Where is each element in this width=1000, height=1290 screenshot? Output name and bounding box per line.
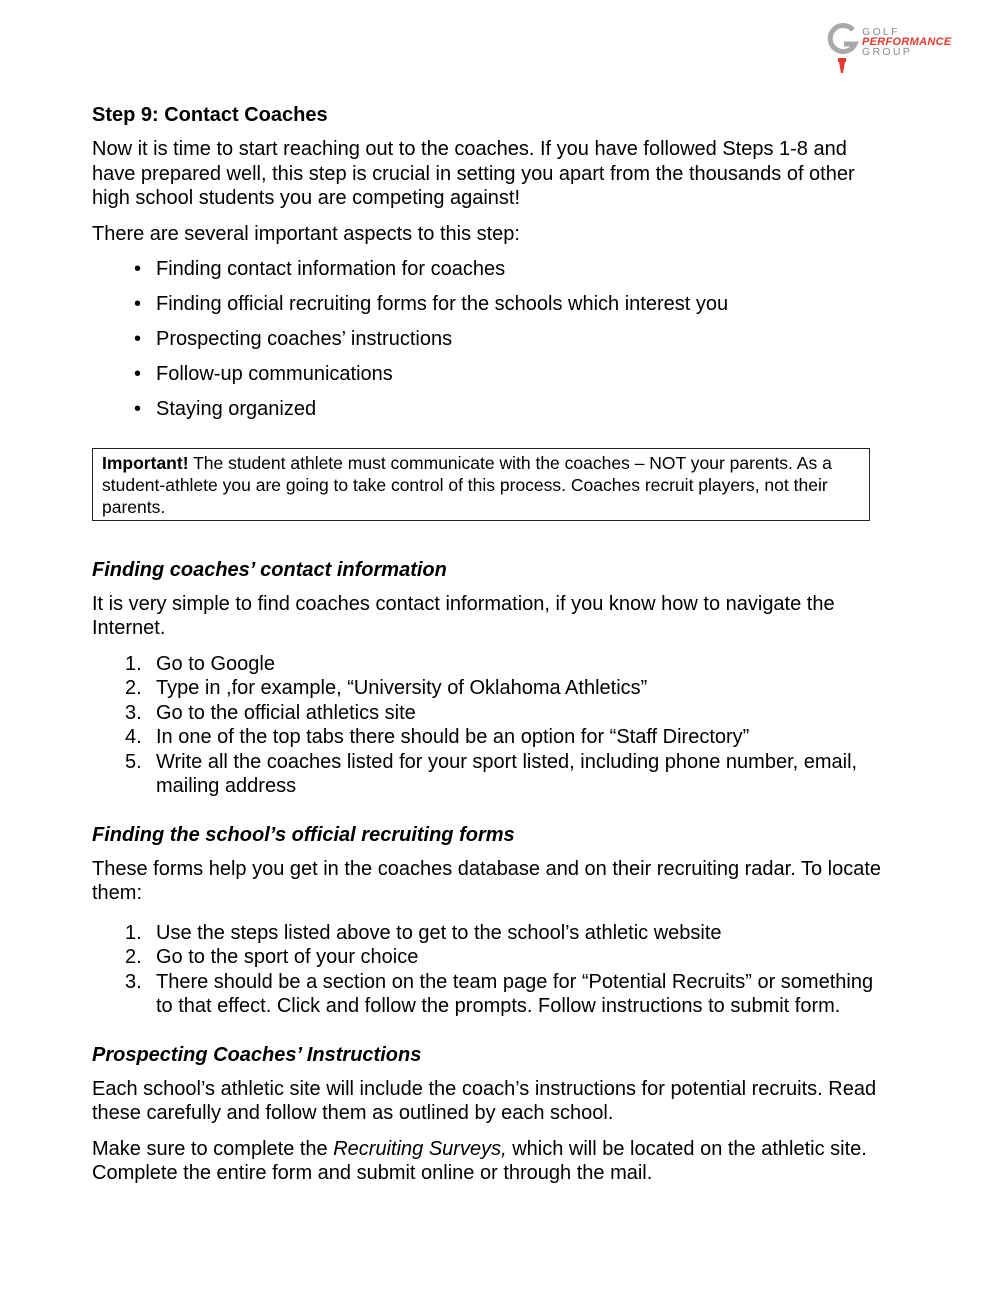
step-title: Step 9: Contact Coaches bbox=[92, 104, 328, 126]
important-callout-box bbox=[92, 448, 870, 521]
document-body bbox=[92, 103, 882, 1197]
step-text: In one of the top tabs there should be an option for “Staff Directory” bbox=[156, 726, 750, 748]
aspects-list bbox=[92, 257, 882, 422]
step-number: 2. bbox=[125, 946, 142, 968]
contact-step-item bbox=[92, 676, 882, 701]
instructions-paragraph: Each school’s athletic site will include the coach’s instructions for potential recruits. Read these carefully and follow them as outlined by each school. bbox=[92, 1077, 877, 1124]
surveys-text-before: Make sure to complete the bbox=[92, 1137, 334, 1160]
logo-word-golf: GOLF bbox=[862, 26, 900, 38]
step-number: 3. bbox=[125, 701, 142, 724]
section-heading-recruiting-forms: Finding the school’s official recruiting forms bbox=[92, 823, 515, 846]
logo-word-performance: PERFORMANCE bbox=[862, 36, 952, 48]
step-text: Type in ,for example, “University of Oklahoma Athletics” bbox=[156, 677, 648, 699]
step-text: Go to Google bbox=[156, 652, 275, 675]
aspect-item: • Finding contact information for coaches bbox=[92, 257, 882, 282]
aspect-item: • Follow-up communications bbox=[92, 362, 882, 387]
step-text: Go to the official athletics site bbox=[156, 701, 416, 724]
contact-info-intro: It is very simple to find coaches contact information, if you know how to navigate the Internet. bbox=[92, 592, 835, 639]
intro-paragraph: Now it is time to start reaching out to the coaches. If you have followed Steps 1-8 and have prepared well, this step is crucial in setting you apart from the thousands of other high school students you are competing against! bbox=[92, 138, 855, 209]
step-text: Go to the sport of your choice bbox=[156, 946, 419, 968]
step-number: 1. bbox=[125, 652, 142, 675]
forms-step-item bbox=[92, 970, 882, 1019]
step-text: There should be a section on the team page for “Potential Recruits” or something to that effect. Click and follow the prompts. Follow instructions to submit form. bbox=[156, 970, 874, 1017]
step-number: 5. bbox=[125, 750, 142, 773]
golf-performance-group-logo bbox=[826, 22, 961, 74]
step-number: 1. bbox=[125, 921, 142, 944]
golf-tee-g-icon bbox=[826, 22, 860, 74]
contact-info-steps bbox=[92, 652, 882, 799]
surveys-paragraph bbox=[92, 1137, 882, 1186]
important-text: The student athlete must communicate with the coaches – NOT your parents. As a student-athlete you are going to take control of this process. Coaches recruit players, not their parents. bbox=[102, 452, 832, 517]
aspect-item: • Finding official recruiting forms for the schools which interest you bbox=[92, 292, 882, 317]
step-number: 2. bbox=[125, 677, 142, 699]
aspects-intro: There are several important aspects to this step: bbox=[92, 222, 520, 245]
section-heading-coaches-instructions: Prospecting Coaches’ Instructions bbox=[92, 1043, 422, 1066]
contact-step-item bbox=[92, 652, 882, 677]
surveys-text-after: which will be located on the athletic site. Complete the entire form and submit online or through the mail. bbox=[92, 1137, 867, 1184]
recruiting-surveys-emphasis: Recruiting Surveys, bbox=[333, 1137, 507, 1160]
step-number: 3. bbox=[125, 970, 142, 993]
contact-step-item bbox=[92, 701, 882, 726]
forms-step-item bbox=[92, 921, 882, 946]
important-label: Important! bbox=[102, 452, 189, 473]
logo-word-group: GROUP bbox=[862, 46, 913, 58]
aspect-item: • Staying organized bbox=[92, 397, 882, 422]
contact-step-item bbox=[92, 725, 882, 750]
step-text: Use the steps listed above to get to the school’s athletic website bbox=[156, 921, 722, 944]
recruiting-forms-steps bbox=[92, 921, 882, 1019]
recruiting-forms-intro: These forms help you get in the coaches database and on their recruiting radar. To locate them: bbox=[92, 857, 882, 904]
section-heading-contact-info: Finding coaches’ contact information bbox=[92, 558, 447, 581]
forms-step-item bbox=[92, 945, 882, 970]
aspect-item: • Prospecting coaches’ instructions bbox=[92, 327, 882, 352]
step-number: 4. bbox=[125, 726, 142, 748]
contact-step-item bbox=[92, 750, 882, 799]
step-text: Write all the coaches listed for your sport listed, including phone number, email, mailing address bbox=[156, 750, 858, 797]
